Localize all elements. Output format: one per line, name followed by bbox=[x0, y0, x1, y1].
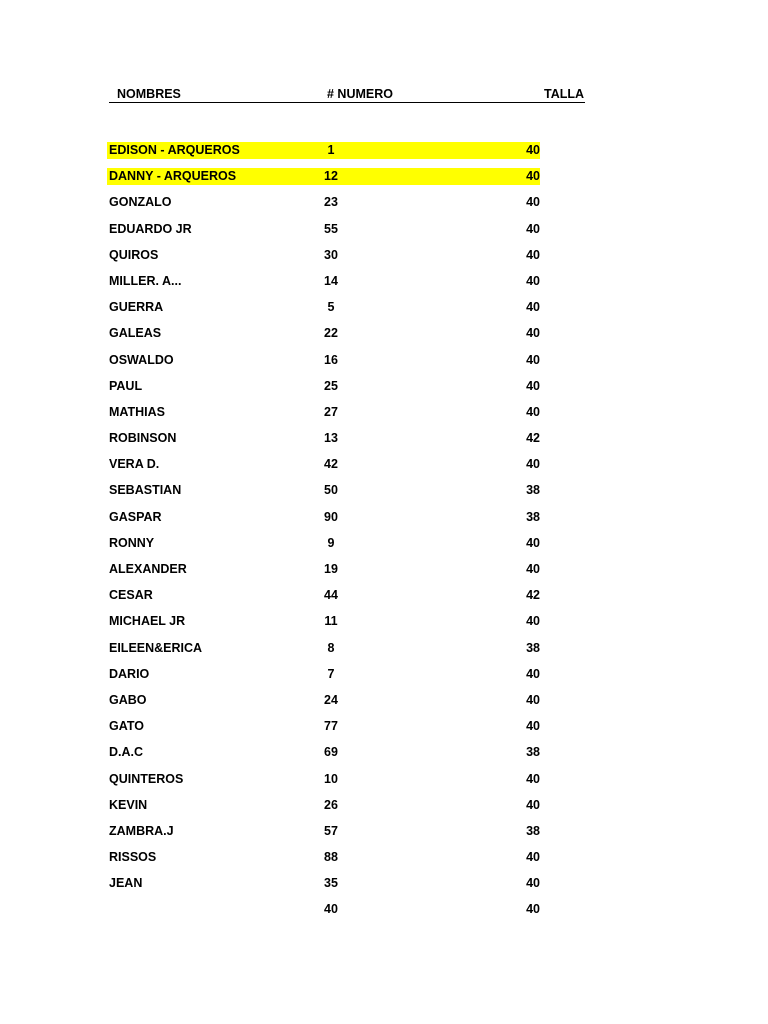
player-name: VERA D. bbox=[109, 457, 160, 472]
table-row bbox=[0, 245, 768, 271]
table-row bbox=[0, 454, 768, 480]
player-number: 22 bbox=[324, 326, 338, 341]
player-name: DARIO bbox=[109, 666, 150, 681]
player-number: 19 bbox=[324, 562, 338, 576]
table-row bbox=[0, 847, 768, 873]
player-name: MILLER. A... bbox=[109, 273, 182, 288]
player-number: 42 bbox=[324, 457, 338, 472]
player-number: 9 bbox=[327, 535, 335, 550]
player-size: 40 bbox=[526, 457, 540, 472]
player-number: 55 bbox=[324, 221, 338, 236]
roster-table bbox=[0, 140, 768, 926]
table-row bbox=[0, 219, 768, 245]
player-name: ZAMBRA.J bbox=[109, 823, 174, 838]
player-name: GALEAS bbox=[109, 326, 162, 341]
player-size: 40 bbox=[526, 195, 540, 210]
player-size: 38 bbox=[526, 509, 540, 524]
player-number: 44 bbox=[324, 588, 338, 603]
player-name: GUERRA bbox=[109, 300, 164, 315]
player-size: 38 bbox=[526, 745, 540, 760]
player-name: GATO bbox=[109, 719, 144, 734]
player-name: MICHAEL JR bbox=[109, 614, 186, 629]
player-number: 13 bbox=[324, 431, 338, 446]
player-size: 40 bbox=[526, 143, 540, 157]
player-size: 40 bbox=[526, 247, 540, 262]
table-row bbox=[0, 271, 768, 297]
player-name: PAUL bbox=[109, 378, 143, 393]
player-name: ROBINSON bbox=[109, 431, 177, 446]
table-row bbox=[0, 507, 768, 533]
player-size: 40 bbox=[526, 850, 540, 865]
player-number: 90 bbox=[324, 509, 338, 524]
table-row bbox=[0, 716, 768, 742]
table-row bbox=[0, 795, 768, 821]
player-name: QUIROS bbox=[109, 247, 159, 262]
player-number: 69 bbox=[324, 745, 338, 760]
table-row bbox=[0, 192, 768, 218]
header-number: # NUMERO bbox=[327, 87, 393, 101]
table-row bbox=[0, 480, 768, 506]
player-size: 40 bbox=[526, 797, 540, 812]
header-names: NOMBRES bbox=[117, 87, 181, 101]
table-row bbox=[0, 664, 768, 690]
table-row bbox=[0, 533, 768, 559]
table-row bbox=[0, 297, 768, 323]
player-name: D.A.C bbox=[109, 745, 144, 760]
table-row bbox=[0, 559, 768, 585]
player-number: 23 bbox=[324, 195, 338, 210]
player-name: RONNY bbox=[109, 535, 155, 550]
player-name: DANNY - ARQUEROS bbox=[109, 169, 237, 184]
player-number: 12 bbox=[324, 169, 338, 184]
table-row bbox=[0, 402, 768, 428]
table-row bbox=[0, 742, 768, 768]
player-size: 38 bbox=[526, 640, 540, 655]
player-name: SEBASTIAN bbox=[109, 483, 182, 498]
table-row bbox=[0, 769, 768, 795]
table-row bbox=[0, 428, 768, 454]
player-number: 25 bbox=[324, 378, 338, 393]
table-row bbox=[0, 140, 768, 166]
player-size: 40 bbox=[526, 404, 540, 419]
player-name: OSWALDO bbox=[109, 352, 174, 367]
player-number: 88 bbox=[324, 850, 338, 865]
player-number: 24 bbox=[324, 692, 338, 707]
player-name: GABO bbox=[109, 692, 147, 707]
player-number: 26 bbox=[324, 797, 338, 812]
player-size: 40 bbox=[526, 666, 540, 681]
player-number: 27 bbox=[324, 404, 338, 419]
player-number: 8 bbox=[327, 640, 335, 655]
player-name: GASPAR bbox=[109, 509, 162, 524]
player-number: 7 bbox=[327, 666, 335, 681]
player-size: 40 bbox=[526, 169, 540, 184]
player-number: 14 bbox=[324, 273, 338, 288]
player-size: 40 bbox=[526, 562, 540, 576]
player-size: 42 bbox=[526, 588, 540, 603]
player-size: 40 bbox=[526, 535, 540, 550]
table-row bbox=[0, 350, 768, 376]
table-row bbox=[0, 611, 768, 637]
player-name: GONZALO bbox=[109, 195, 172, 210]
player-name: ALEXANDER bbox=[109, 562, 187, 576]
player-name: EDUARDO JR bbox=[109, 221, 192, 236]
player-name: QUINTEROS bbox=[109, 771, 184, 786]
player-number: 11 bbox=[324, 614, 338, 629]
player-size: 40 bbox=[526, 876, 540, 891]
player-number: 40 bbox=[324, 902, 338, 917]
player-name: KEVIN bbox=[109, 797, 148, 812]
player-number: 1 bbox=[327, 143, 335, 157]
player-number: 57 bbox=[324, 823, 338, 838]
player-size: 40 bbox=[526, 273, 540, 288]
player-size: 38 bbox=[526, 823, 540, 838]
player-number: 30 bbox=[324, 247, 338, 262]
player-size: 40 bbox=[526, 719, 540, 734]
player-size: 40 bbox=[526, 614, 540, 629]
player-size: 40 bbox=[526, 902, 540, 917]
player-name: JEAN bbox=[109, 876, 143, 891]
player-number: 50 bbox=[324, 483, 338, 498]
player-name: EILEEN&ERICA bbox=[109, 640, 203, 655]
table-header bbox=[109, 87, 585, 103]
player-name: CESAR bbox=[109, 588, 153, 603]
table-row bbox=[0, 323, 768, 349]
player-number: 16 bbox=[324, 352, 338, 367]
player-name: RISSOS bbox=[109, 850, 157, 865]
table-row bbox=[0, 376, 768, 402]
player-size: 42 bbox=[526, 431, 540, 446]
player-number: 10 bbox=[324, 771, 338, 786]
player-size: 38 bbox=[526, 483, 540, 498]
table-row bbox=[0, 821, 768, 847]
table-row bbox=[0, 873, 768, 899]
player-name: EDISON - ARQUEROS bbox=[109, 143, 240, 157]
player-size: 40 bbox=[526, 326, 540, 341]
player-name: MATHIAS bbox=[109, 404, 166, 419]
player-size: 40 bbox=[526, 300, 540, 315]
player-number: 35 bbox=[324, 876, 338, 891]
table-row bbox=[0, 585, 768, 611]
player-size: 40 bbox=[526, 771, 540, 786]
player-size: 40 bbox=[526, 378, 540, 393]
player-number: 77 bbox=[324, 719, 338, 734]
player-size: 40 bbox=[526, 221, 540, 236]
header-size: TALLA bbox=[544, 87, 585, 101]
table-row bbox=[0, 690, 768, 716]
player-number: 5 bbox=[327, 300, 335, 315]
table-row bbox=[0, 899, 768, 925]
player-size: 40 bbox=[526, 692, 540, 707]
table-row bbox=[0, 166, 768, 192]
table-row bbox=[0, 638, 768, 664]
player-size: 40 bbox=[526, 352, 540, 367]
